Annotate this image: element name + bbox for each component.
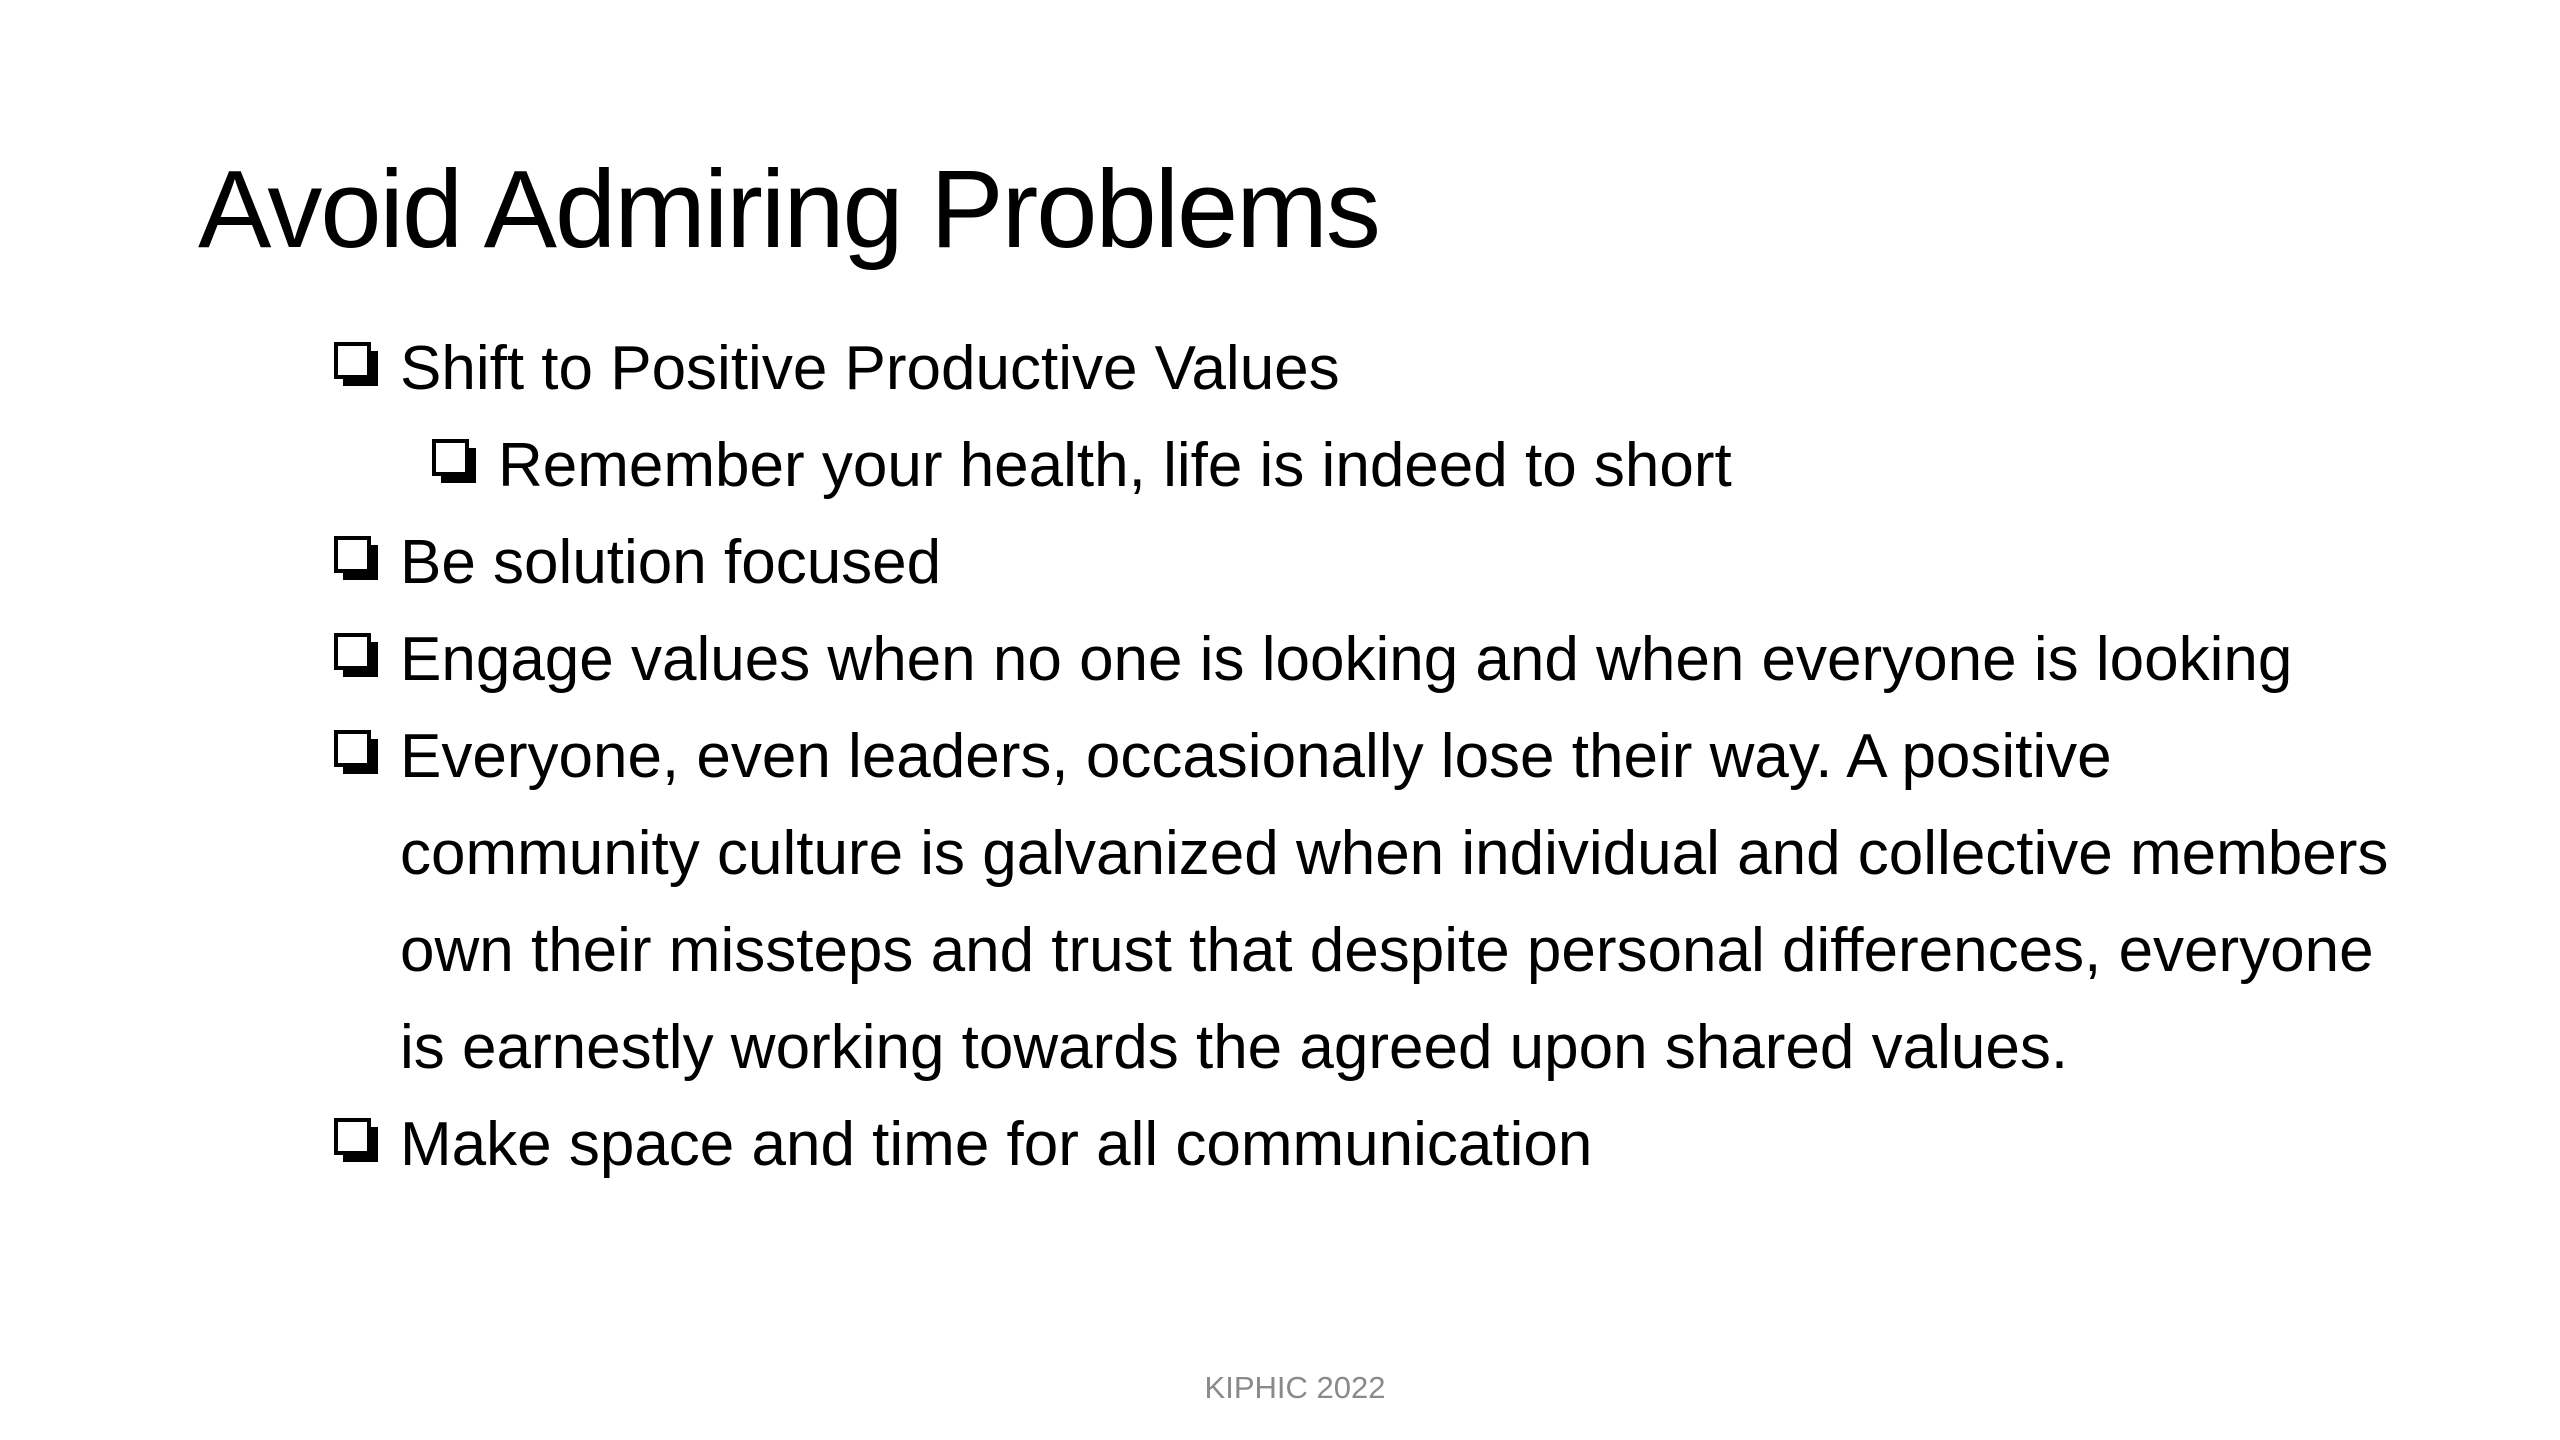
bullet-item-solution-focused [330,514,2390,611]
bullet-text: Engage values when no one is looking and when everyone is looking [400,625,2293,694]
bullet-item-remember-health [428,417,2390,514]
bullet-text: Make space and time for all communication [400,1110,1593,1179]
bullet-text: Everyone, even leaders, occasionally lose their way. A positive community culture is galvanized when individual and collective members own their missteps and trust that despite personal differences, everyone is earnestly working towards the agreed upon shared values. [400,722,2389,1082]
bullet-list [330,320,2390,1193]
bullet-item-engage-values [330,611,2390,708]
bullet-text: Remember your health, life is indeed to short [498,431,1732,500]
shadowed-checkbox-icon [432,439,476,483]
bullet-item-everyone-leaders [330,708,2390,1096]
shadowed-checkbox-icon [334,536,378,580]
slide-title: Avoid Admiring Problems [198,148,1379,271]
shadowed-checkbox-icon [334,342,378,386]
bullet-text: Shift to Positive Productive Values [400,334,1340,403]
bullet-item-make-space [330,1096,2390,1193]
shadowed-checkbox-icon [334,730,378,774]
shadowed-checkbox-icon [334,633,378,677]
shadowed-checkbox-icon [334,1118,378,1162]
slide-footer: KIPHIC 2022 [1204,1370,1386,1405]
bullet-text: Be solution focused [400,528,942,597]
bullet-item-shift-values [330,320,2390,417]
